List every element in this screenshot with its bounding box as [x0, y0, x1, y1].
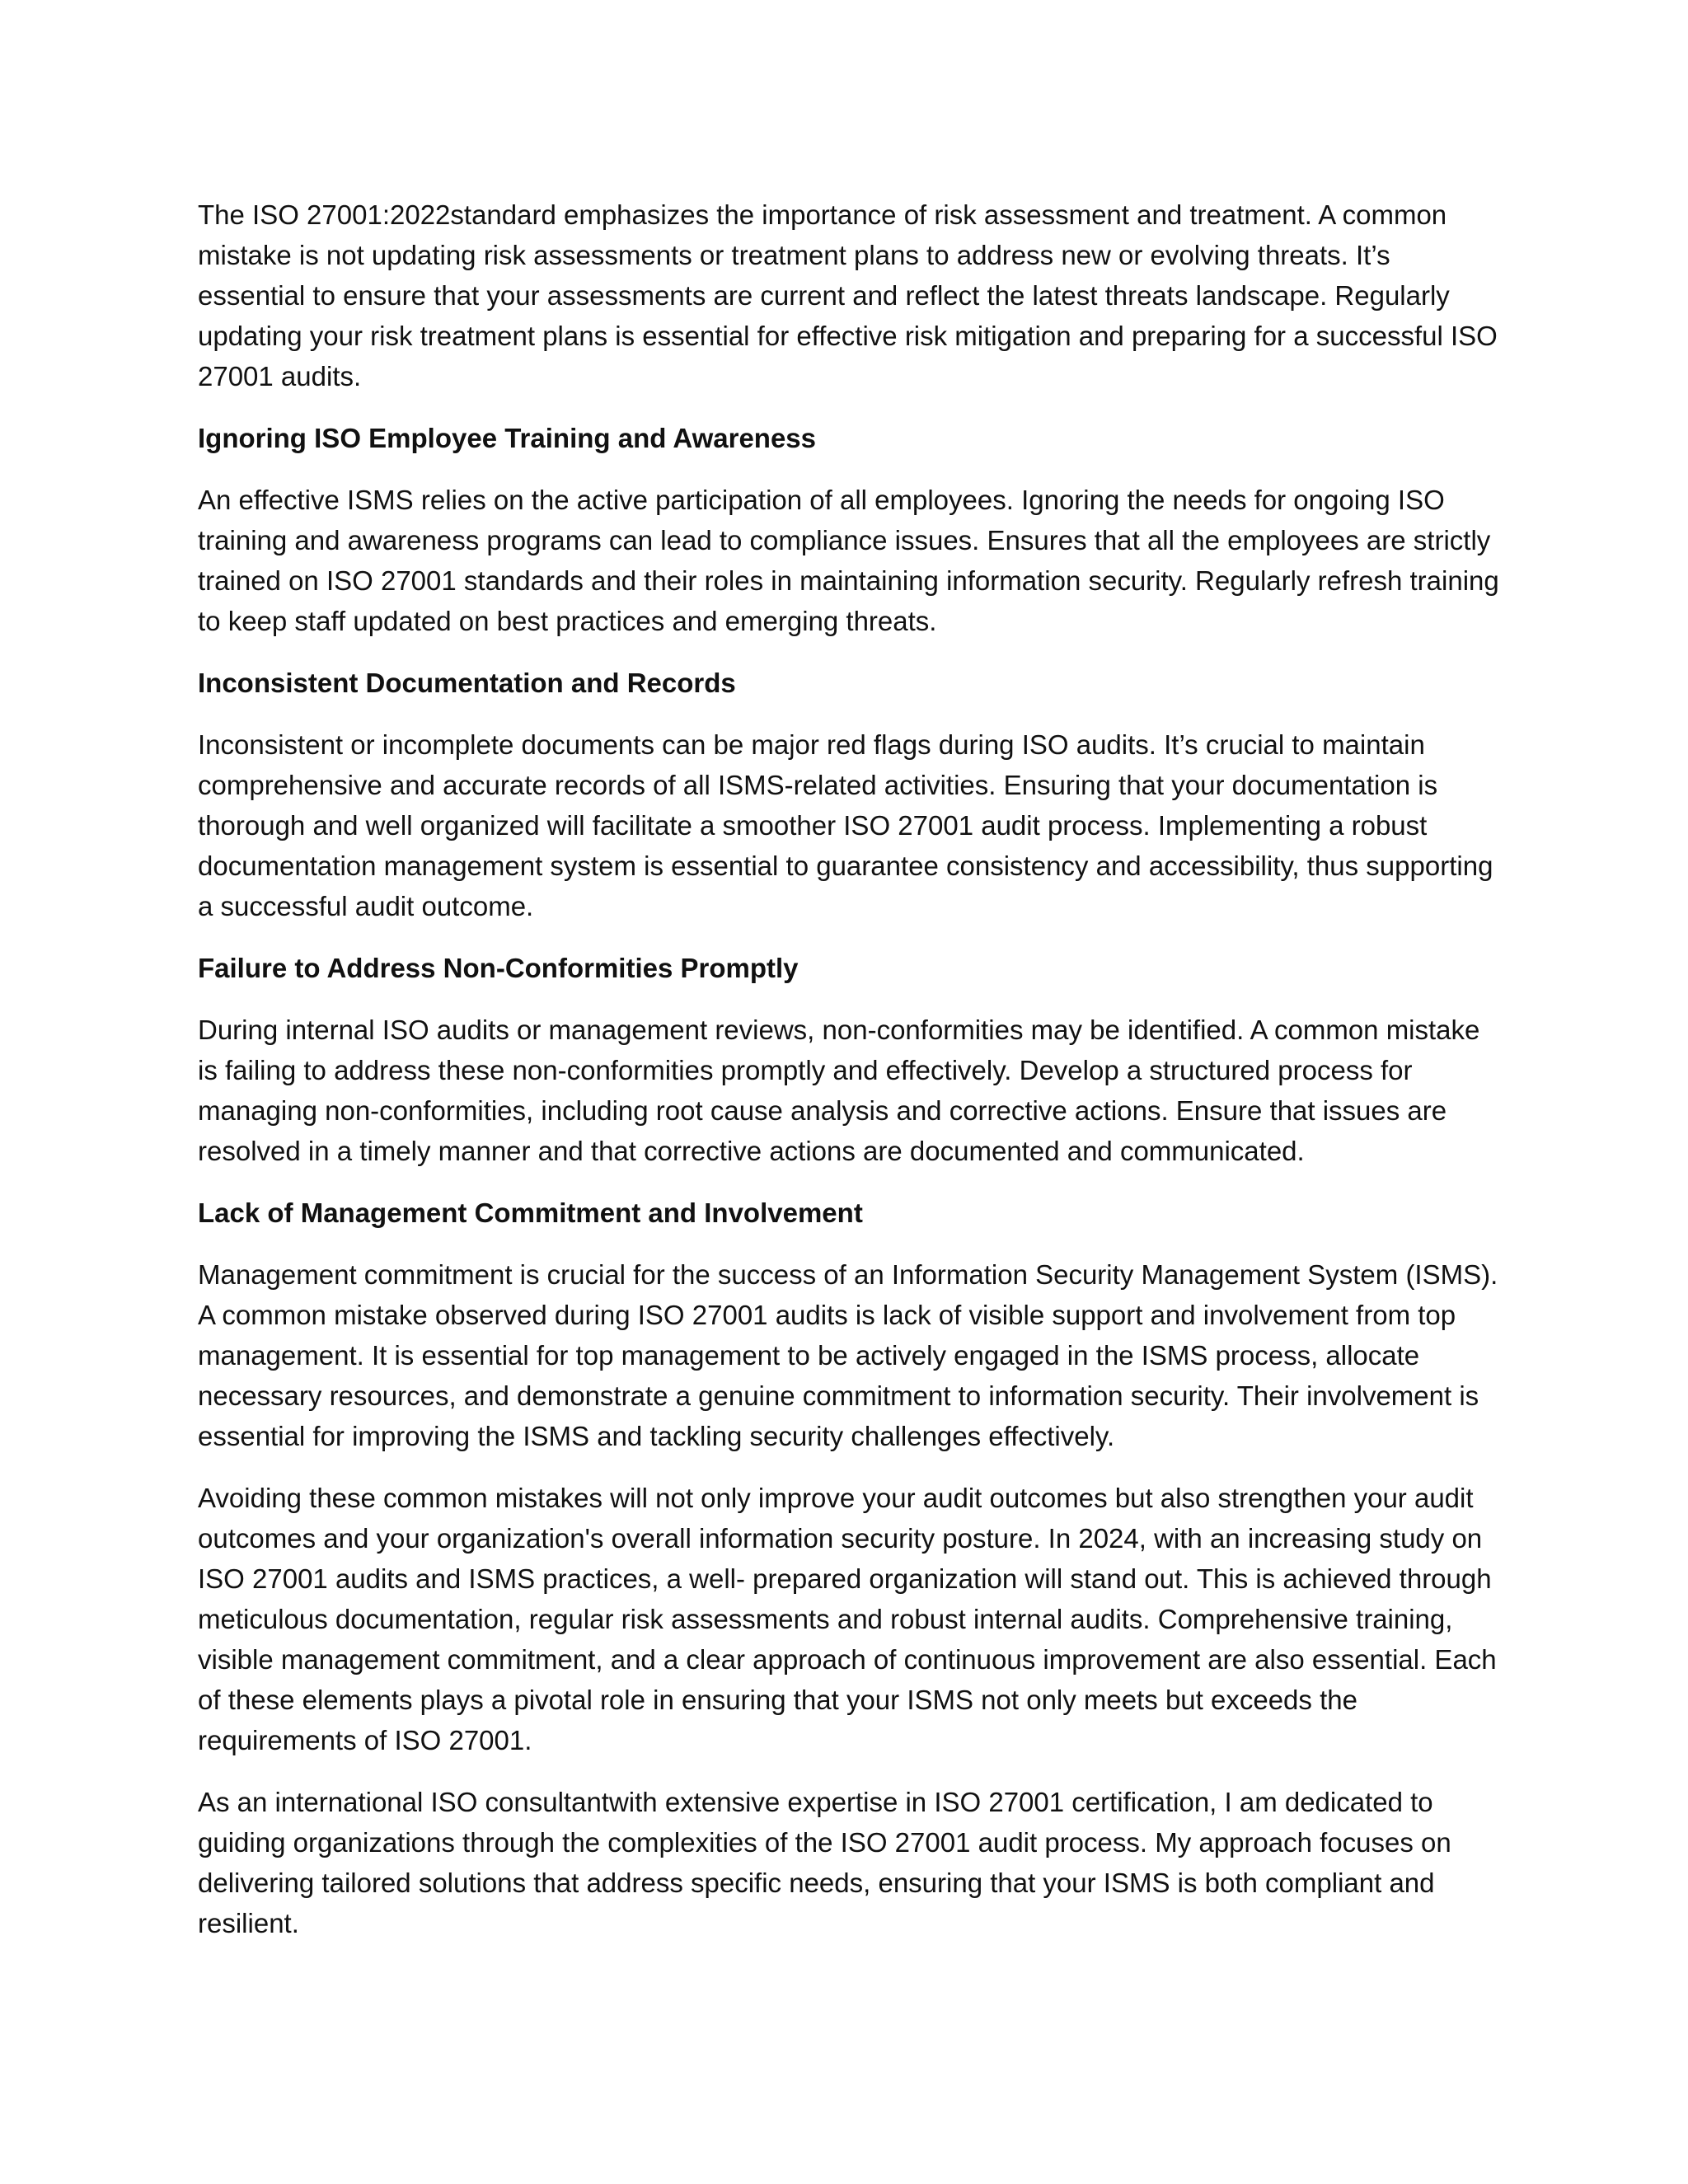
closing-paragraph: As an international ISO consultantwith extensive expertise in ISO 27001 certification, I am dedicated to guiding organizations through the complexities of the ISO 27001 audit process. My approach focuses on delivering tailored solutions that address specific needs, ensuring that your ISMS is both compliant and resilient. [198, 1787, 1451, 1938]
intro-paragraph: The ISO 27001:2022standard emphasizes the importance of risk assessment and treatment. A common mistake is not updating risk assessments or treatment plans to address new or evolving threats. It’s essential to ensure that your assessments are current and reflect the latest threats landscape. Regularly updating your risk treatment plans is essential for effective risk mitigation and preparing for a successful ISO 27001 audits. [198, 199, 1498, 391]
document-page [198, 194, 1500, 1965]
section-body-management: Management commitment is crucial for the success of an Information Security Management System (ISMS). A common mistake observed during ISO 27001 audits is lack of visible support and involvement from top management. It is essential for top management to be actively engaged in the ISMS process, allocate necessary resources, and demonstrate a genuine commitment to information security. Their involvement is essential for improving the ISMS and tackling security challenges effectively. [198, 1259, 1498, 1451]
section-body-nonconformities: During internal ISO audits or management reviews, non-conformities may be identified. A common mistake is failing to address these non-conformities promptly and effectively. Develop a structured process for managing non-conformities, including root cause analysis and corrective actions. Ensure that issues are resolved in a timely manner and that corrective actions are documented and communicated. [198, 1015, 1480, 1166]
section-heading-nonconformities: Failure to Address Non-Conformities Promptly [198, 953, 799, 983]
section-body-documentation: Inconsistent or incomplete documents can be major red flags during ISO audits. It’s crucial to maintain comprehensive and accurate records of all ISMS-related activities. Ensuring that your documentation is thorough and well organized will facilitate a smoother ISO 27001 audit process. Implementing a robust documentation management system is essential to guarantee consistency and accessibility, thus supporting a successful audit outcome. [198, 729, 1493, 921]
section-heading-training: Ignoring ISO Employee Training and Awareness [198, 423, 817, 453]
section-heading-documentation: Inconsistent Documentation and Records [198, 668, 736, 698]
section-heading-management: Lack of Management Commitment and Involvement [198, 1197, 863, 1228]
conclusion-paragraph: Avoiding these common mistakes will not only improve your audit outcomes but also strengthen your audit outcomes and your organization's overall information security posture. In 2024, with an increasing study on ISO 27001 audits and ISMS practices, a well- prepared organization will stand out. This is achieved through meticulous documentation, regular risk assessments and robust internal audits. Comprehensive training, visible management commitment, and a clear approach of continuous improvement are also essential. Each of these elements plays a pivotal role in ensuring that your ISMS not only meets but exceeds the requirements of ISO 27001. [198, 1483, 1497, 1755]
section-body-training: An effective ISMS relies on the active participation of all employees. Ignoring the needs for ongoing ISO training and awareness programs can lead to compliance issues. Ensures that all the employees are strictly trained on ISO 27001 standards and their roles in maintaining information security. Regularly refresh training to keep staff updated on best practices and emerging threats. [198, 485, 1499, 636]
